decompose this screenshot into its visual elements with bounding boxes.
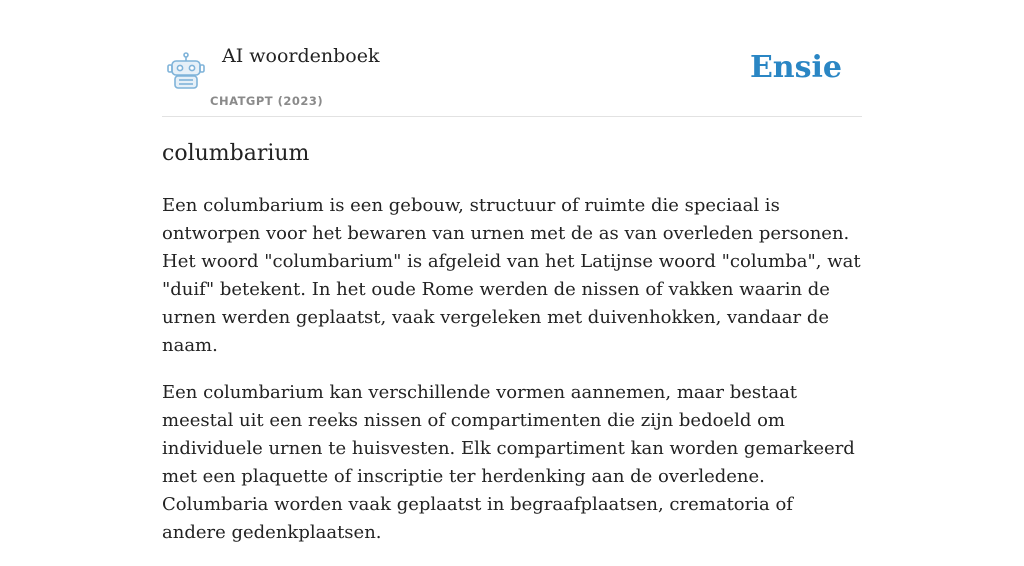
definition-paragraph: Een columbarium is een gebouw, structuur of ruimte die speciaal is ontworpen voor het bewaren van urnen met de as van overleden personen. Het woord "columbarium" is afgeleid van het Latijnse woord "columba", wat "duif" betekent. In het oude Rome werden de nissen of vakken waarin de urnen werden geplaatst, vaak vergeleken met duivenhokken, vandaar de naam. [162,195,861,356]
ensie-logo[interactable]: Ensie [749,50,842,85]
entry-term: columbarium [162,141,310,166]
source-name[interactable]: AI woordenboek [222,45,380,67]
robot-icon [166,52,206,90]
entry [162,138,862,566]
source-meta: CHATGPT (2023) [210,94,324,108]
entry-header [162,0,862,117]
entry-definition [162,192,862,547]
definition-paragraph: Een columbarium kan verschillende vormen aannemen, maar bestaat meestal uit een reeks nissen of compartimenten die zijn bedoeld om individuele urnen te huisvesten. Elk compartiment kan worden gemarkeerd met een plaquette of inscriptie ter herdenking aan de overledene. Columbaria worden vaak geplaatst in begraafplaatsen, crematoria of andere gedenkplaatsen. [162,382,855,543]
